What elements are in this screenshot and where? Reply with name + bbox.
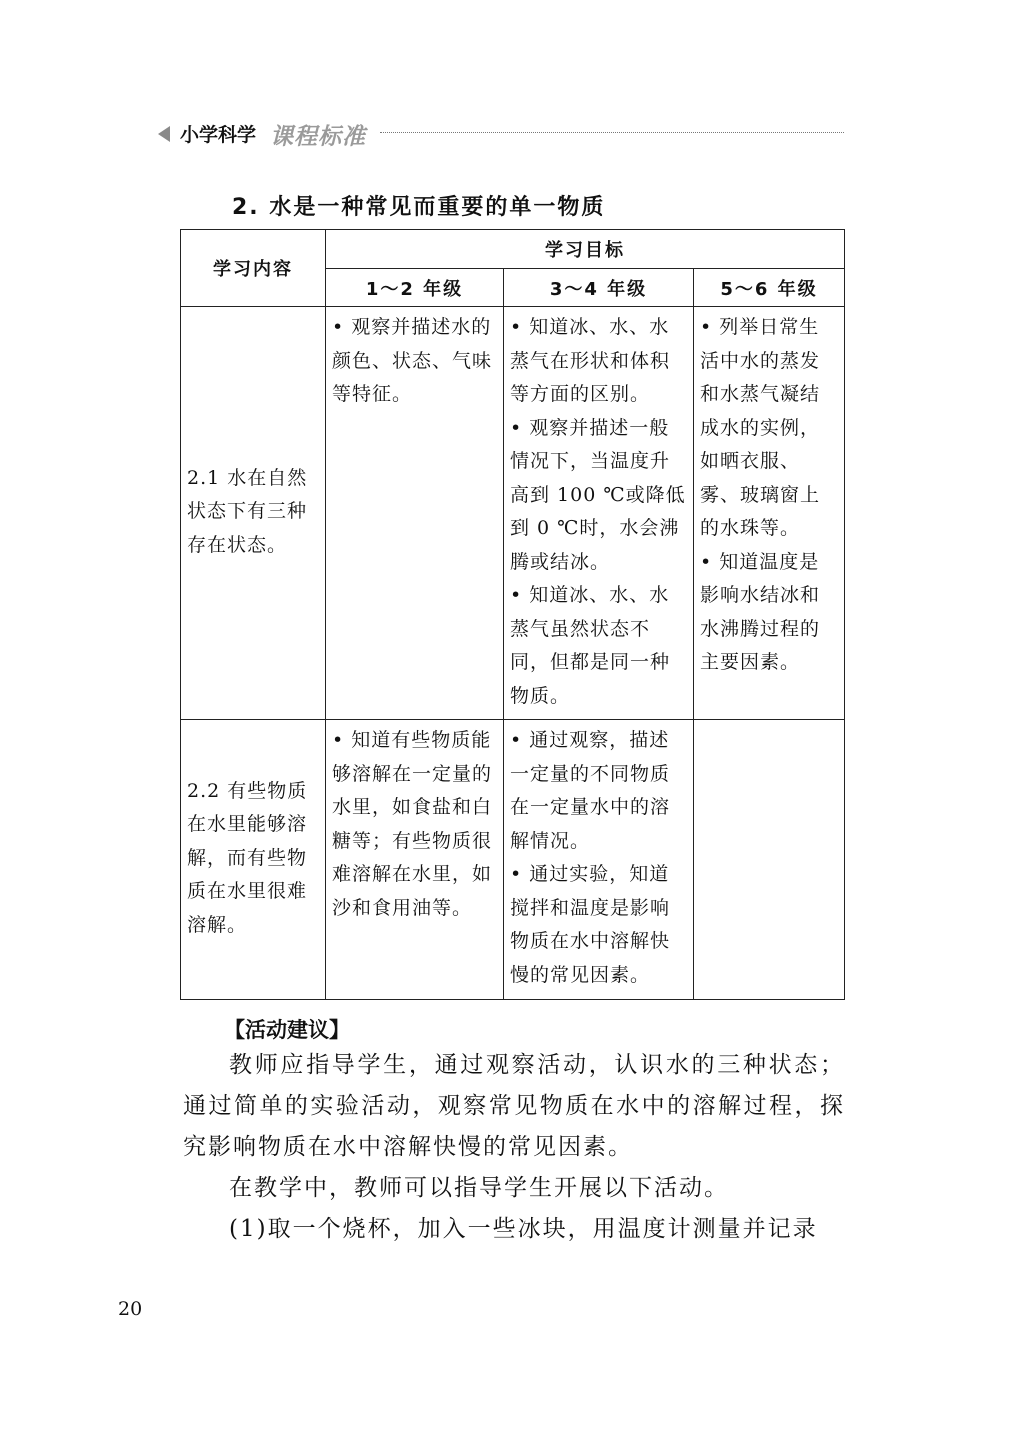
goal-item: • 观察并描述一般情况下，当温度升高到 100 ℃或降低到 0 ℃时，水会沸腾或结冰。 — [510, 416, 686, 573]
cell-grade-3-4 — [504, 307, 694, 720]
paragraph: 教师应指导学生，通过观察活动，认识水的三种状态；通过简单的实验活动，观察常见物质在水中的溶解过程，探究影响物质在水中溶解快慢的常见因素。 — [183, 1052, 845, 1160]
row-content: 2.2 有些物质在水里能够溶解，而有些物质在水里很难溶解。 — [181, 720, 326, 1000]
header-grade-3-4: 3～4 年级 — [504, 269, 694, 307]
cell-grade-1-2 — [326, 307, 504, 720]
goal-item: • 列举日常生活中水的蒸发和水蒸气凝结成水的实例，如晒衣服、雾、玻璃窗上的水珠等。 — [700, 316, 821, 539]
goal-item: • 通过观察，描述一定量的不同物质在一定量水中的溶解情况。 — [510, 729, 671, 852]
header-grade-5-6: 5～6 年级 — [694, 269, 845, 307]
table-row — [181, 720, 845, 1000]
row-content: 2.1 水在自然状态下有三种存在状态。 — [181, 307, 326, 720]
page-number: 20 — [118, 1298, 143, 1320]
cell-grade-5-6 — [694, 720, 845, 1000]
goal-item: • 知道有些物质能够溶解在一定量的水里，如食盐和白糖等；有些物质很难溶解在水里，如沙和食用油等。 — [332, 729, 493, 919]
header-learning-goals: 学习目标 — [326, 230, 845, 269]
goal-item: • 知道冰、水、水蒸气在形状和体积等方面的区别。 — [510, 316, 671, 405]
goal-item: • 知道冰、水、水蒸气虽然状态不同，但都是同一种物质。 — [510, 584, 671, 707]
goal-item: • 通过实验，知道搅拌和温度是影响物质在水中溶解快慢的常见因素。 — [510, 863, 671, 986]
header-brand: 小学科学 — [180, 124, 257, 146]
goal-item: • 观察并描述水的颜色、状态、气味等特征。 — [332, 316, 493, 405]
section-title: 2. 水是一种常见而重要的单一物质 — [232, 195, 606, 220]
activity-heading: 【活动建议】 — [224, 1018, 350, 1042]
paragraph: (1)取一个烧杯，加入一些冰块，用温度计测量并记录 — [229, 1216, 818, 1242]
table-row — [181, 307, 845, 720]
triangle-left-icon — [158, 126, 170, 142]
running-header — [158, 118, 844, 150]
activity-body — [183, 1045, 845, 1250]
header-subtitle: 课程标准 — [270, 123, 366, 150]
cell-grade-3-4 — [504, 720, 694, 1000]
header-dotted-rule — [380, 132, 844, 133]
header-grade-1-2: 1～2 年级 — [326, 269, 504, 307]
goal-item: • 知道温度是影响水结冰和水沸腾过程的主要因素。 — [700, 550, 821, 673]
paragraph: 在教学中，教师可以指导学生开展以下活动。 — [229, 1175, 729, 1201]
cell-grade-5-6 — [694, 307, 845, 720]
header-learning-content: 学习内容 — [181, 230, 326, 307]
standards-table — [180, 229, 845, 1000]
cell-grade-1-2 — [326, 720, 504, 1000]
